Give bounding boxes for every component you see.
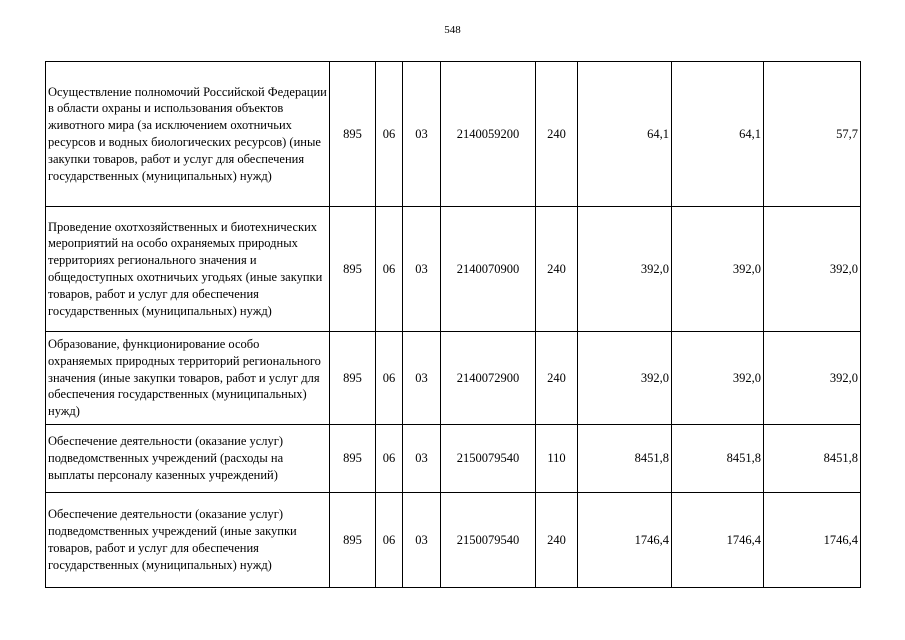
amount-year-1: 1746,4: [578, 493, 672, 588]
amount-year-3: 392,0: [764, 332, 861, 425]
amount-year-3: 1746,4: [764, 493, 861, 588]
row-description: Обеспечение деятельности (оказание услуг) подведомственных учреждений (иные закупки товаров, работ и услуг для обеспечения государственных (муниципальных) нужд): [46, 493, 330, 588]
amount-year-2: 1746,4: [672, 493, 764, 588]
expense-type-code: 110: [536, 425, 578, 493]
amount-year-2: 8451,8: [672, 425, 764, 493]
table-row: [46, 493, 861, 588]
section-code: 06: [376, 62, 403, 207]
expense-type-code: 240: [536, 207, 578, 332]
amount-year-2: 64,1: [672, 62, 764, 207]
section-code: 06: [376, 425, 403, 493]
amount-year-1: 392,0: [578, 332, 672, 425]
target-article-code: 2140070900: [441, 207, 536, 332]
row-description: Проведение охотхозяйственных и биотехнических мероприятий на особо охраняемых природных территориях регионального значения и общедоступных охотничьих угодьях (иные закупки товаров, работ и услуг для обеспечения государственных (муниципальных) нужд): [46, 207, 330, 332]
subsection-code: 03: [403, 207, 441, 332]
subsection-code: 03: [403, 425, 441, 493]
target-article-code: 2150079540: [441, 425, 536, 493]
section-code: 06: [376, 493, 403, 588]
subsection-code: 03: [403, 62, 441, 207]
expense-type-code: 240: [536, 493, 578, 588]
table-row: [46, 62, 861, 207]
ministry-code: 895: [330, 493, 376, 588]
ministry-code: 895: [330, 425, 376, 493]
amount-year-1: 392,0: [578, 207, 672, 332]
subsection-code: 03: [403, 493, 441, 588]
amount-year-3: 392,0: [764, 207, 861, 332]
subsection-code: 03: [403, 332, 441, 425]
budget-table: [45, 61, 861, 588]
expense-type-code: 240: [536, 332, 578, 425]
amount-year-1: 64,1: [578, 62, 672, 207]
target-article-code: 2140072900: [441, 332, 536, 425]
ministry-code: 895: [330, 62, 376, 207]
section-code: 06: [376, 332, 403, 425]
page-number: 548: [444, 24, 461, 36]
target-article-code: 2140059200: [441, 62, 536, 207]
row-description: Образование, функционирование особо охраняемых природных территорий регионального значения (иные закупки товаров, работ и услуг для обеспечения государственных (муниципальных) нужд): [46, 332, 330, 425]
amount-year-1: 8451,8: [578, 425, 672, 493]
target-article-code: 2150079540: [441, 493, 536, 588]
table-row: [46, 332, 861, 425]
row-description: Осуществление полномочий Российской Федерации в области охраны и использования объектов животного мира (за исключением охотничьих ресурсов и водных биологических ресурсов) (иные закупки товаров, работ и услуг для обеспечения государственных (муниципальных) нужд): [46, 62, 330, 207]
amount-year-2: 392,0: [672, 332, 764, 425]
section-code: 06: [376, 207, 403, 332]
amount-year-3: 8451,8: [764, 425, 861, 493]
table-row: [46, 425, 861, 493]
amount-year-3: 57,7: [764, 62, 861, 207]
ministry-code: 895: [330, 332, 376, 425]
ministry-code: 895: [330, 207, 376, 332]
table-row: [46, 207, 861, 332]
row-description: Обеспечение деятельности (оказание услуг) подведомственных учреждений (расходы на выплаты персоналу казенных учреждений): [46, 425, 330, 493]
expense-type-code: 240: [536, 62, 578, 207]
amount-year-2: 392,0: [672, 207, 764, 332]
